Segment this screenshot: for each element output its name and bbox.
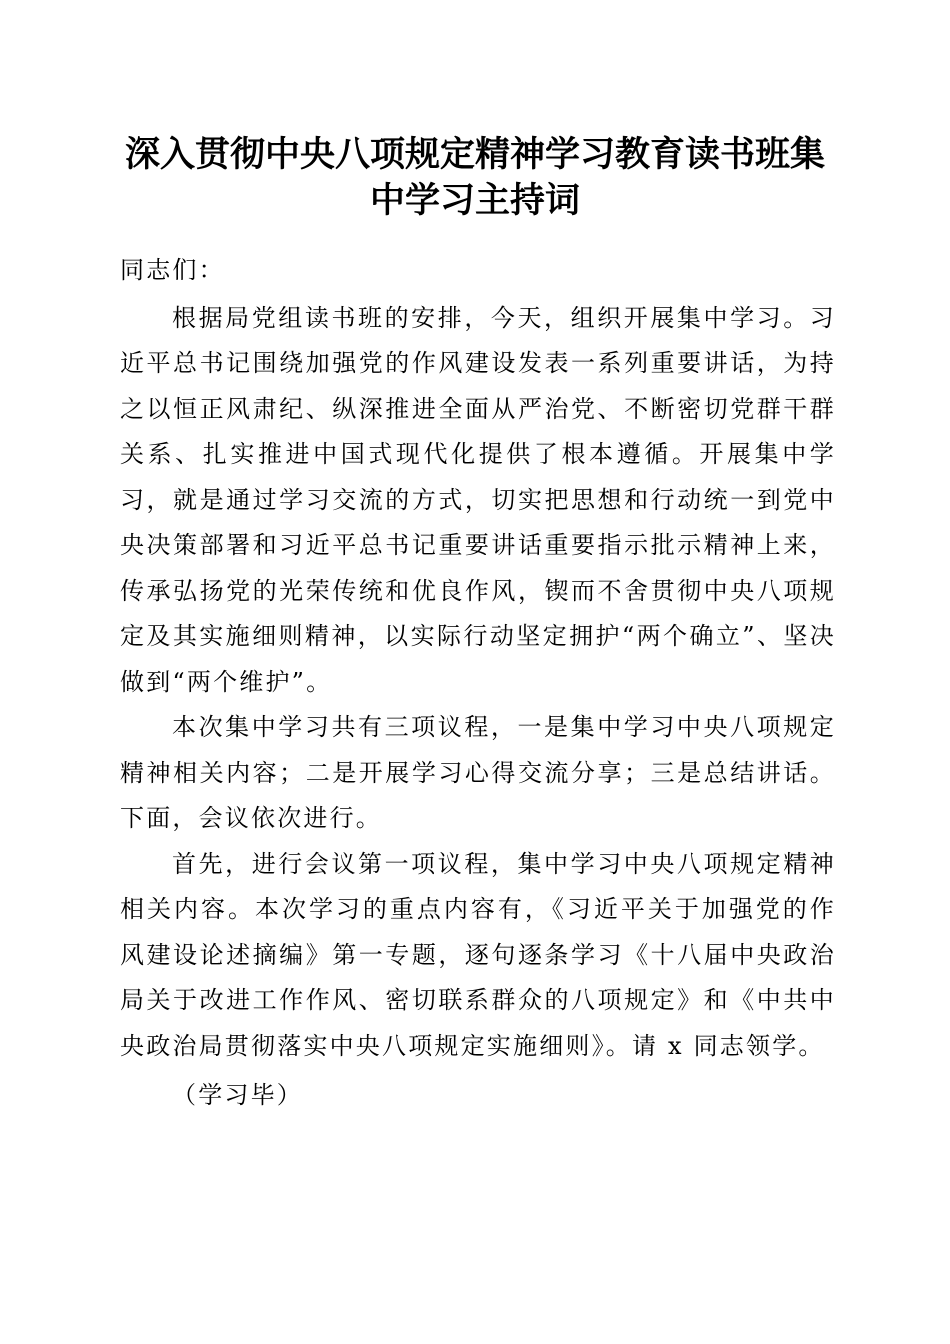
closing-note: （学习毕） (172, 1081, 303, 1109)
document-title (100, 132, 850, 224)
title-line-1: 深入贯彻中央八项规定精神学习教育读书班集 (124, 134, 825, 175)
paragraph-1: 根据局党组读书班的安排，今天，组织开展集中学习。习近平总书记围绕加强党的作风建设发表一系列重要讲话，为持之以恒正风肃纪、纵深推进全面从严治党、不断密切党群干群关系、扎实推进中国式现代化提供了根本遵循。开展集中学习，就是通过学习交流的方式，切实把思想和行动统一到党中央决策部署和习近平总书记重要讲话重要指示批示精神上来，传承弘扬党的光荣传统和优良作风，锲而不舍贯彻中央八项规定及其实施细则精神，以实际行动坚定拥护“两个确立”、坚决做到“两个维护”。 (120, 303, 836, 696)
paragraph-2: 本次集中学习共有三项议程，一是集中学习中央八项规定精神相关内容；二是开展学习心得交流分享；三是总结讲话。下面，会议依次进行。 (120, 713, 836, 832)
salutation: 同志们： (120, 256, 225, 284)
paragraph-3: 首先，进行会议第一项议程，集中学习中央八项规定精神相关内容。本次学习的重点内容有，《习近平关于加强党的作风建设论述摘编》第一专题，逐句逐条学习《十八届中央政治局关于改进工作作风、密切联系群众的八项规定》和《中共中央政治局贯彻落实中央八项规定实施细则》。请 x 同志领学。 (120, 849, 836, 1060)
title-line-2: 中学习主持词 (369, 180, 580, 221)
document-body (120, 248, 836, 1119)
